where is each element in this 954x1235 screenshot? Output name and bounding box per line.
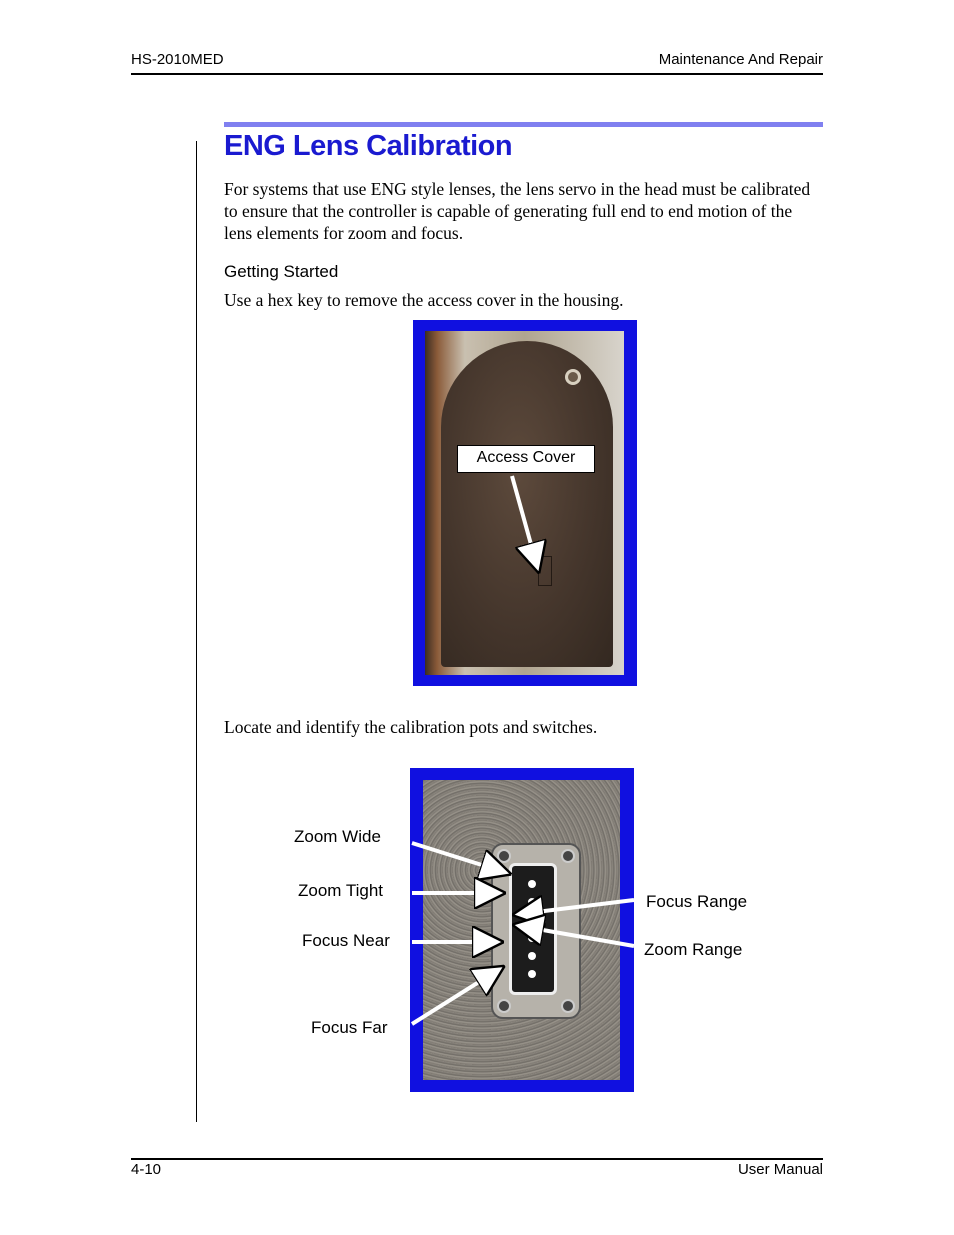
label-focus-far: Focus Far xyxy=(311,1018,388,1037)
footer-rule xyxy=(131,1158,823,1160)
footer-page-number: 4-10 xyxy=(131,1161,162,1178)
header-chapter: Maintenance And Repair xyxy=(658,51,823,68)
pot-dot xyxy=(528,916,536,924)
header-rule xyxy=(131,73,823,75)
screw-icon xyxy=(565,369,581,385)
pot-dot xyxy=(528,970,536,978)
label-focus-range: Focus Range xyxy=(646,892,748,911)
plate-screw-icon xyxy=(497,849,511,863)
label-zoom-wide: Zoom Wide xyxy=(294,827,381,846)
plate-screw-icon xyxy=(497,999,511,1013)
housing-body xyxy=(441,341,613,667)
access-cover-callout: Access Cover xyxy=(457,445,595,473)
access-cover-photo xyxy=(413,320,637,686)
label-zoom-tight: Zoom Tight xyxy=(298,881,384,900)
pot-dot xyxy=(528,898,536,906)
intro-paragraph: For systems that use ENG style lenses, the lens servo in the head must be calibrated to ensure that the controller is capable of generating full end to end motion of the lens elements for zoom and focus. xyxy=(224,179,811,243)
pot-dot xyxy=(528,934,536,942)
label-zoom-range: Zoom Range xyxy=(644,940,743,959)
access-cover-slot xyxy=(538,556,552,586)
section-title: ENG Lens Calibration xyxy=(224,130,513,162)
step-1-text: Use a hex key to remove the access cover in the housing. xyxy=(224,290,624,310)
label-focus-near: Focus Near xyxy=(302,931,390,950)
pot-dot xyxy=(528,952,536,960)
pot-well xyxy=(509,863,557,995)
plate-screw-icon xyxy=(561,849,575,863)
margin-change-bar xyxy=(196,141,197,1122)
connector-plate xyxy=(491,843,581,1019)
footer-doc-title: User Manual xyxy=(737,1161,823,1178)
subheading: Getting Started xyxy=(224,262,339,281)
pot-dot xyxy=(528,880,536,888)
plate-screw-icon xyxy=(561,999,575,1013)
header-doc-id: HS-2010MED xyxy=(131,51,224,68)
step-2-text: Locate and identify the calibration pots and switches. xyxy=(224,717,598,737)
calibration-pots-photo xyxy=(410,768,634,1092)
title-rule xyxy=(224,122,823,127)
